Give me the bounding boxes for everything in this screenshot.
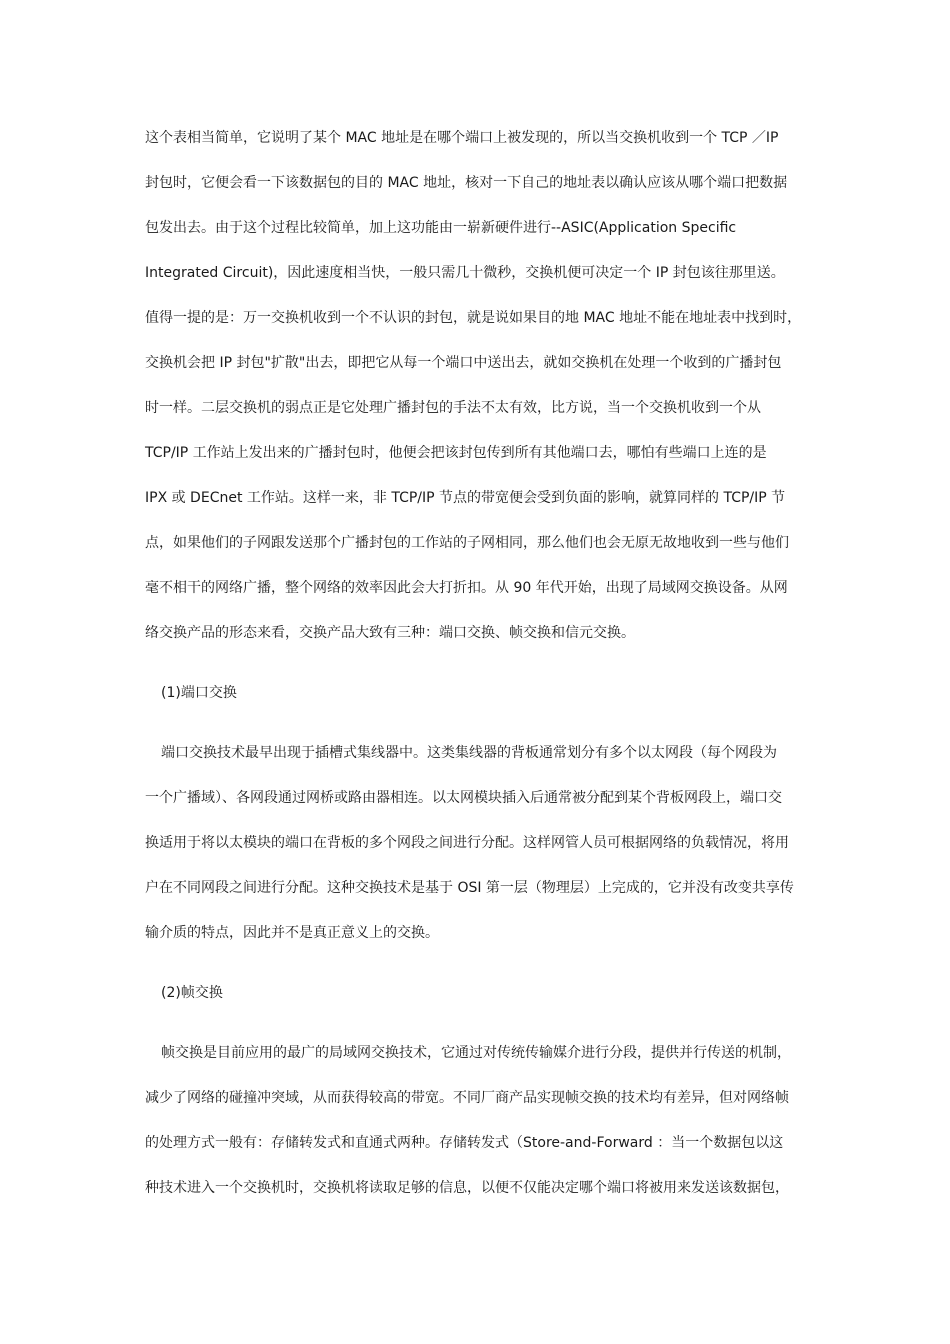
- text-line: 值得一提的是：万一交换机收到一个不认识的封包，就是说如果目的地 MAC 地址不能在地址表中找到时，: [145, 310, 802, 326]
- section-heading: (2)帧交换: [161, 985, 223, 1001]
- text-line: Integrated Circuit)，因此速度相当快，一般只需几十微秒，交换机便可决定一个 IP 封包该往那里送。: [145, 265, 785, 281]
- text-line: 时一样。二层交换机的弱点正是它处理广播封包的手法不太有效，比方说，当一个交换机收到一个从: [145, 400, 761, 416]
- text-line: 的处理方式一般有：存储转发式和直通式两种。存储转发式（Store-and-Forward ：当一个数据包以这: [145, 1135, 784, 1151]
- text-line: 点，如果他们的子网跟发送那个广播封包的工作站的子网相同，那么他们也会无原无故地收到一些与他们: [145, 535, 789, 551]
- text-line: 种技术进入一个交换机时，交换机将读取足够的信息，以便不仅能决定哪个端口将被用来发送该数据包，: [145, 1180, 789, 1196]
- text-line: 这个表相当简单，它说明了某个 MAC 地址是在哪个端口上被发现的，所以当交换机收到一个 TCP ／IP: [145, 130, 779, 146]
- text-line: 帧交换是目前应用的最广的局域网交换技术，它通过对传统传输媒介进行分段，提供并行传送的机制，: [161, 1045, 791, 1061]
- text-line: 换适用于将以太模块的端口在背板的多个网段之间进行分配。这样网管人员可根据网络的负载情况，将用: [145, 835, 789, 851]
- text-line: IPX 或 DECnet 工作站。这样一来，非 TCP/IP 节点的带宽便会受到负面的影响，就算同样的 TCP/IP 节: [145, 490, 786, 506]
- text-line: 输介质的特点，因此并不是真正意义上的交换。: [145, 925, 439, 941]
- text-line: 络交换产品的形态来看，交换产品大致有三种：端口交换、帧交换和信元交换。: [145, 625, 635, 641]
- section-heading: (1)端口交换: [161, 685, 237, 701]
- text-line: 封包时，它便会看一下该数据包的目的 MAC 地址，核对一下自己的地址表以确认应该从哪个端口把数据: [145, 175, 788, 191]
- text-line: 户在不同网段之间进行分配。这种交换技术是基于 OSI 第一层（物理层）上完成的，它并没有改变共享传: [145, 880, 794, 896]
- text-line: 减少了网络的碰撞冲突域，从而获得较高的带宽。不同厂商产品实现帧交换的技术均有差异，但对网络帧: [145, 1090, 789, 1106]
- text-line: TCP/IP 工作站上发出来的广播封包时，他便会把该封包传到所有其他端口去，哪怕有些端口上连的是: [145, 445, 767, 461]
- text-line: 交换机会把 IP 封包"扩散"出去，即把它从每一个端口中送出去，就如交换机在处理一个收到的广播封包: [145, 355, 782, 371]
- text-line: 包发出去。由于这个过程比较简单，加上这功能由一崭新硬件进行--ASIC(Application Specific: [145, 220, 737, 236]
- text-line: 毫不相干的网络广播，整个网络的效率因此会大打折扣。从 90 年代开始，出现了局域网交换设备。从网: [145, 580, 788, 596]
- text-line: 一个广播域）、各网段通过网桥或路由器相连。以太网模块插入后通常被分配到某个背板网段上，端口交: [145, 790, 782, 806]
- text-line: 端口交换技术最早出现于插槽式集线器中。这类集线器的背板通常划分有多个以太网段（每个网段为: [161, 745, 777, 761]
